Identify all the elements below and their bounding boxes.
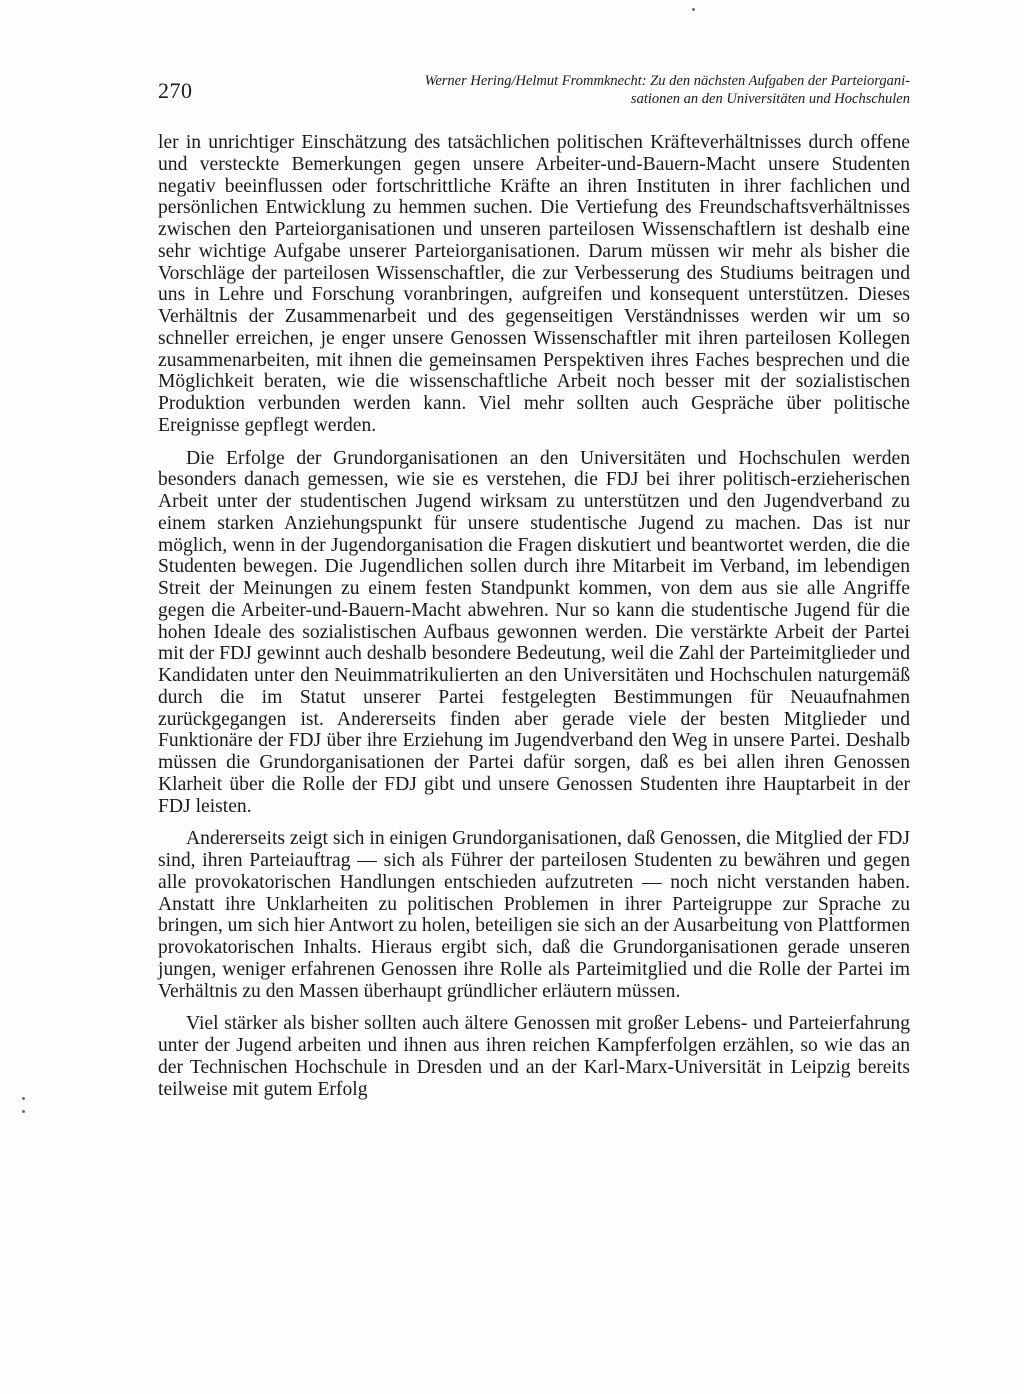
running-head [268, 72, 910, 108]
page-number: 270 [158, 78, 193, 103]
paragraph-2: Die Erfolge der Grundorganisationen an den Universitäten und Hochschulen werden besonders danach gemessen, wie sie es verstehen, die FDJ bei ihrer politisch-erzieherischen Arbeit unter der studentischen Jugend wirksam zu unterstützen und den Jugendverband zu einem starken Anziehungspunkt für unsere studentische Jugend zu machen. Das ist nur möglich, wenn in der Jugendorganisation die Fragen diskutiert und beantwortet werden, die die Studenten bewegen. Die Jugendlichen sollen durch ihre Mitarbeit im Verband, im lebendigen Streit der Meinungen zu einem festen Standpunkt kommen, von dem aus sie alle Angriffe gegen die Arbeiter-und-Bauern-Macht abwehren. Nur so kann die studentische Jugend für die hohen Ideale des sozialistischen Aufbaus gewonnen werden. Die verstärkte Arbeit der Partei mit der FDJ gewinnt auch deshalb besondere Bedeutung, weil die Zahl der Parteimitglieder und Kandidaten unter den Neuimmatrikulierten an den Universitäten und Hochschulen naturgemäß durch die im Statut unserer Partei festgelegten Bestimmungen für Neuaufnahmen zurückgegangen ist. Andererseits finden aber gerade viele der besten Mitglieder und Funktionäre der FDJ über ihre Erziehung im Jugendverband den Weg in unsere Partei. Deshalb müssen die Grundorganisationen der Partei dafür sorgen, daß es bei allen ihren Genossen Klarheit über die Rolle der FDJ gibt und unsere Genossen Studenten ihre Hauptarbeit in der FDJ leisten. [158, 447, 910, 817]
paragraph-3: Andererseits zeigt sich in einigen Grundorganisationen, daß Genossen, die Mitglied der FDJ sind, ihren Parteiauftrag — sich als Führer der parteilosen Studenten zu bewähren und gegen alle provokatorischen Handlungen entschieden aufzutreten — noch nicht verstanden haben. Anstatt ihre Unklarheiten zu politischen Problemen in ihrer Parteigruppe zur Sprache zu bringen, um sich hier Antwort zu holen, beteiligen sie sich an der Ausarbeitung von Plattformen provokatorischen Inhalts. Hieraus ergibt sich, daß die Grundorganisationen gerade unseren jungen, weniger erfahrenen Genossen ihre Rolle als Parteimitglied und die Rolle der Partei im Verhältnis zu den Massen überhaupt gründlicher erläutern müssen. [158, 828, 911, 1002]
body-text [158, 132, 910, 1100]
scan-speck [22, 1110, 25, 1113]
running-head-line-1: Werner Hering/Helmut Frommknecht: Zu den nächsten Aufgaben der Parteiorgani- [424, 73, 910, 89]
scan-speck [22, 1097, 25, 1100]
page-header [158, 72, 910, 112]
scan-speck [692, 8, 695, 11]
paragraph-4: Viel stärker als bisher sollten auch ältere Genossen mit großer Lebens- und Parteierfahrung unter der Jugend arbeiten und ihnen aus ihren reichen Kampferfolgen erzählen, so wie das an der Technischen Hochschule in Dresden und an der Karl-Marx-Universität in Leipzig bereits teilweise mit gutem Erfolg [158, 1013, 910, 1100]
paragraph-1: ler in unrichtiger Einschätzung des tatsächlichen politischen Kräfteverhältnisses durch offene und versteckte Bemerkungen gegen unsere Arbeiter-und-Bauern-Macht unsere Studenten negativ beeinflussen oder fortschrittliche Kräfte an ihren Instituten in ihrer fachlichen und persönlichen Entwicklung zu hemmen suchen. Die Vertiefung des Freundschaftsverhältnisses zwischen den Parteiorganisationen und unseren parteilosen Wissenschaftlern ist deshalb eine sehr wichtige Aufgabe unserer Parteiorganisationen. Darum müssen wir mehr als bisher die Vorschläge der parteilosen Wissenschaftler, die zur Verbesserung des Studiums beitragen und uns in Lehre und Forschung voranbringen, aufgreifen und konsequent unterstützen. Dieses Verhältnis der Zusammenarbeit und des gegenseitigen Verständnisses werden wir um so schneller erreichen, je enger unsere Genossen Wissenschaftler mit ihren parteilosen Kollegen zusammenarbeiten, mit ihnen die gemeinsamen Perspektiven ihres Faches besprechen und die Möglichkeit beraten, wie die wissenschaftliche Arbeit noch besser mit der sozialistischen Produktion verbunden werden kann. Viel mehr sollten auch Gespräche über politische Ereignisse gepflegt werden. [158, 132, 910, 436]
running-head-line-2: sationen an den Universitäten und Hochschulen [630, 91, 910, 107]
